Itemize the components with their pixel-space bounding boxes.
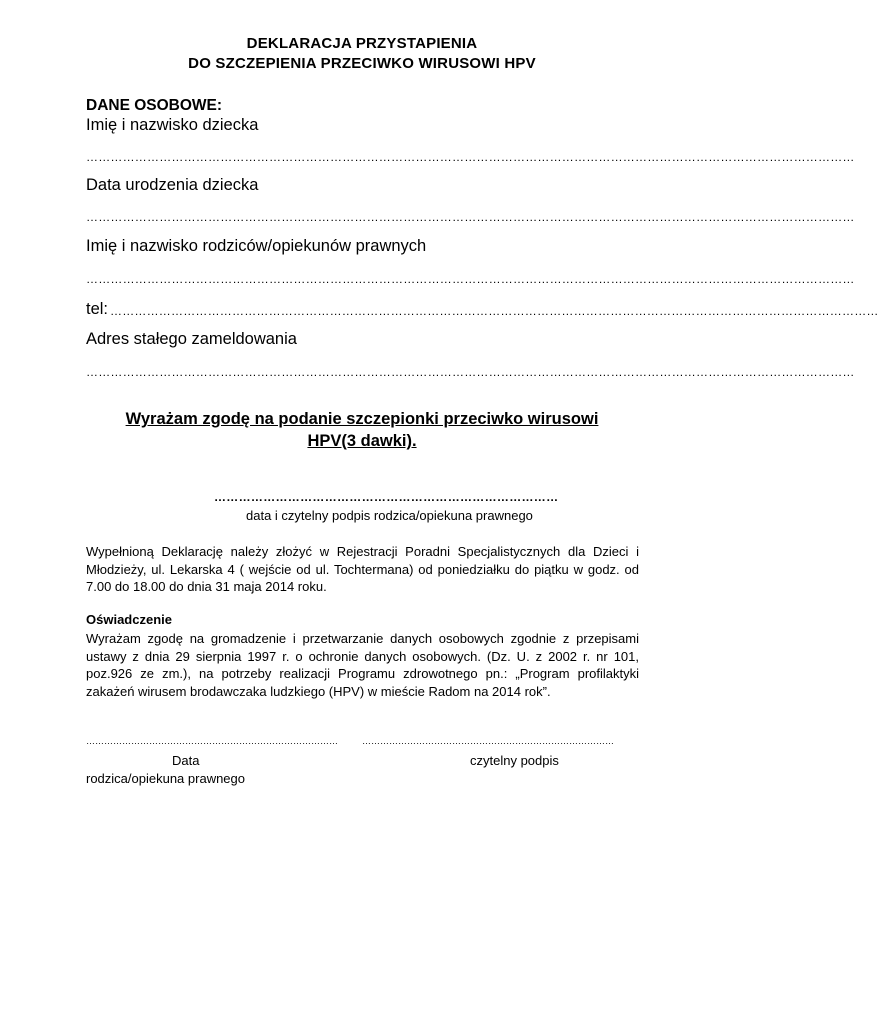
consent-signature-line[interactable]: ………………………………………………………………………… <box>214 490 559 504</box>
child-name-label: Imię i nazwisko dziecka <box>86 116 259 134</box>
consent-statement: Wyrażam zgodę na podanie szczepionki przeciwko wirusowi HPV(3 dawki). <box>125 410 599 450</box>
statement-heading: Oświadczenie <box>86 612 172 627</box>
date-signature-line[interactable]: ………………………………………………………………………… <box>86 736 338 746</box>
child-name-field[interactable]: ……………………………………………………………………………………………………………………………………………………………………… <box>86 150 855 164</box>
legible-signature-line[interactable]: ………………………………………………………………………… <box>362 736 614 746</box>
consent-signature-caption: data i czytelny podpis rodzica/opiekuna prawnego <box>246 508 533 523</box>
document-title-line2: DO SZCZEPIENIA PRZECIWKO WIRUSOWI HPV <box>188 55 536 72</box>
personal-data-heading: DANE OSOBOWE: <box>86 97 223 114</box>
parents-name-field[interactable]: ……………………………………………………………………………………………………………………………………………………………………… <box>86 272 855 286</box>
document-title-line1: DEKLARACJA PRZYSTAPIENIA <box>246 35 478 52</box>
submission-instructions: Wypełnioną Deklarację należy złożyć w Rejestracji Poradni Specjalistycznych dla Dzieci i Młodzieży, ul. Lekarska 4 ( wejście od ul. Tochtermana) od poniedziałku do piątku w godz. od 7.00 do 18.00 do dnia 31 maja 2014 roku. <box>86 544 639 594</box>
birth-date-label: Data urodzenia dziecka <box>86 176 259 194</box>
address-field[interactable]: ……………………………………………………………………………………………………………………………………………………………………… <box>86 365 855 379</box>
date-caption: Data <box>172 753 200 768</box>
address-label: Adres stałego zameldowania <box>86 330 297 348</box>
tel-field[interactable]: ……………………………………………………………………………………………………………………………………………………………………… <box>110 304 879 318</box>
parent-guardian-caption: rodzica/opiekuna prawnego <box>86 771 245 786</box>
birth-date-field[interactable]: ……………………………………………………………………………………………………………………………………………………………………… <box>86 210 855 224</box>
statement-text: Wyrażam zgodę na gromadzenie i przetwarzanie danych osobowych zgodnie z przepisami ustawy z dnia 29 sierpnia 1997 r. o ochronie danych osobowych. (Dz. U. z 2002 r. nr 101, poz.926 ze zm.), na potrzeby realizacji Programu zdrowotnego pn.: „Program profilaktyki zakażeń wirusem brodawczaka ludzkiego (HPV) w mieście Radom na 2014 rok”. <box>86 631 639 699</box>
tel-label: tel: <box>86 300 109 318</box>
legible-signature-caption: czytelny podpis <box>470 753 559 768</box>
parents-name-label: Imię i nazwisko rodziców/opiekunów prawnych <box>86 237 427 255</box>
